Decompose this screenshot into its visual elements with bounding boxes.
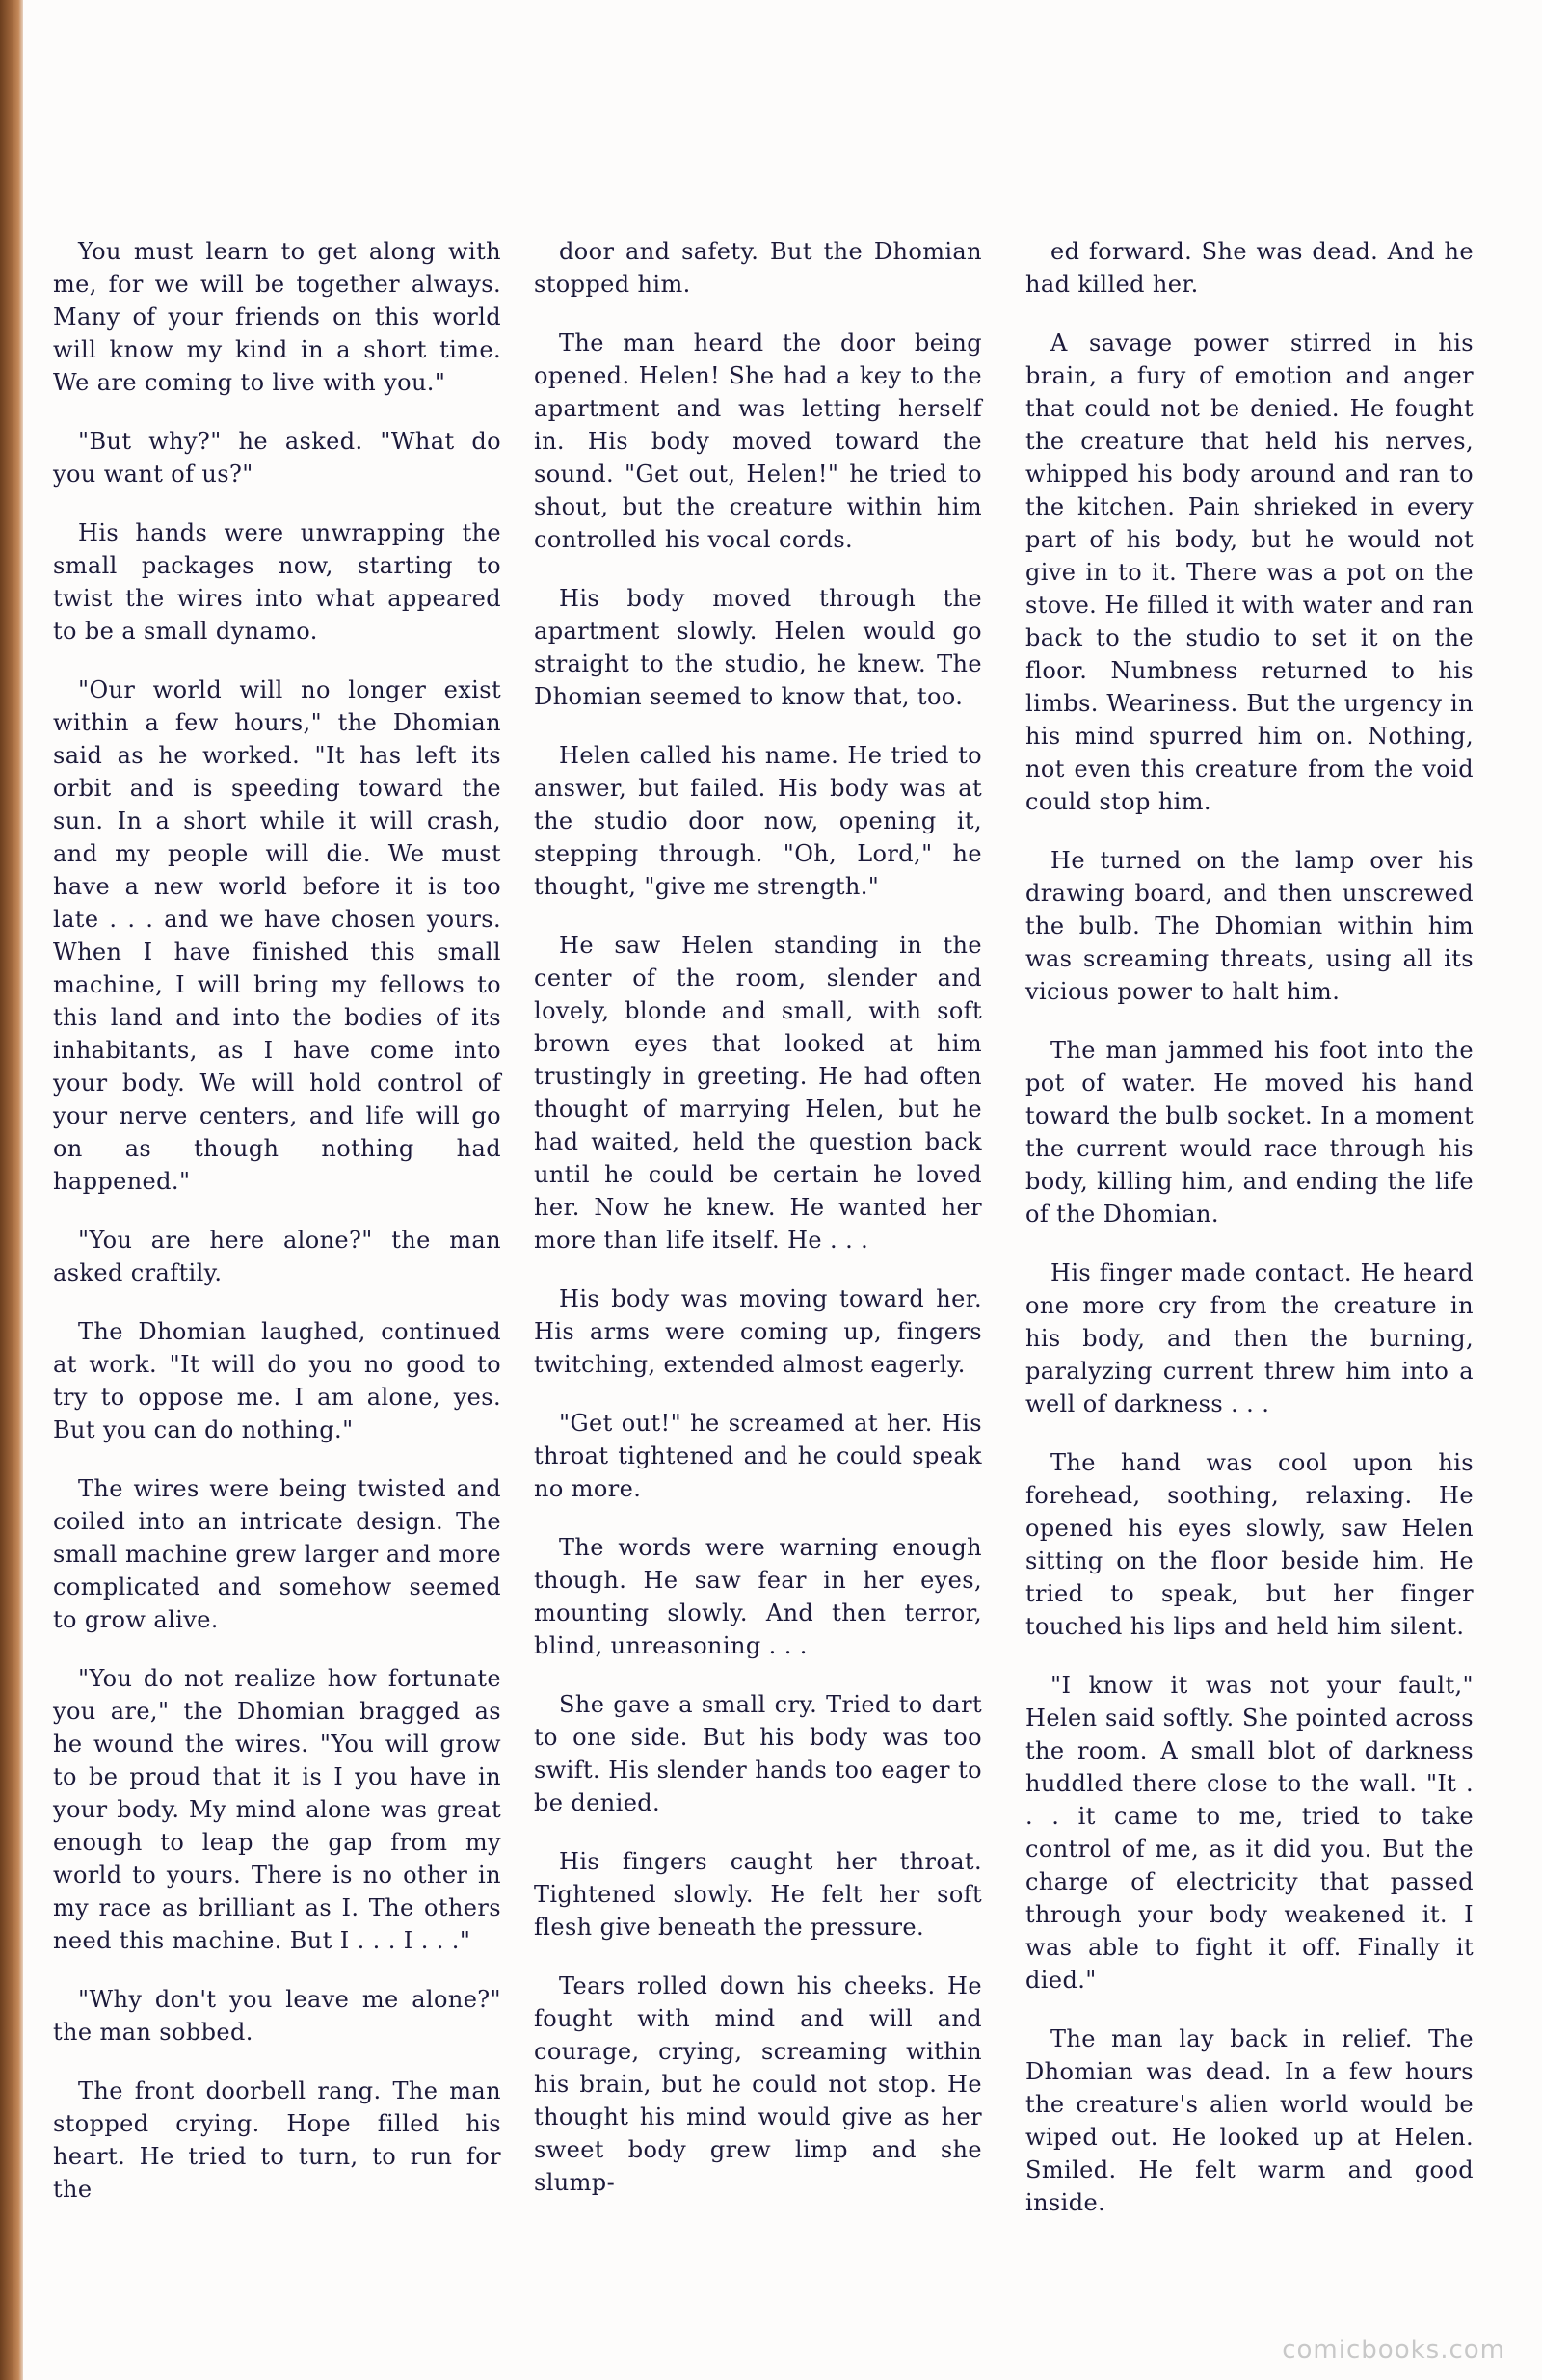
story-paragraph: His fingers caught her throat. Tightened slowly. He felt her soft flesh give beneath the pressure. [534, 1848, 982, 1941]
page-binding-edge [0, 0, 23, 2380]
story-paragraph: "You do not realize how fortunate you are," the Dhomian bragged as he wound the wires. "You will grow to be proud that it is I you have in your body. My mind alone was great enough to leap the gap from my world to yours. There is no other in my race as brilliant as I. The others need this machine. But I . . . I . . ." [53, 1665, 501, 1954]
story-paragraph: He saw Helen standing in the center of the room, slender and lovely, blonde and small, with soft brown eyes that looked at him trustingly in greeting. He had often thought of marrying Helen, but he had waited, held the question back until he could be certain he loved her. Now he knew. He wanted her more than life itself. He . . . [534, 932, 982, 1254]
page-paper [23, 0, 1542, 2380]
story-paragraph: The man lay back in relief. The Dhomian was dead. In a few hours the creature's alien world would be wiped out. He looked up at Helen. Smiled. He felt warm and good inside. [1025, 2025, 1474, 2216]
story-paragraph: His hands were unwrapping the small packages now, starting to twist the wires into what appeared to be a small dynamo. [53, 519, 501, 645]
story-paragraph: "Our world will no longer exist within a few hours," the Dhomian said as he worked. "It has left its orbit and is speeding toward the sun. In a short while it will crash, and my people will die. We must have a new world before it is too late . . . and we have chosen yours. When I have finished this small machine, I will bring my fellows to this land and into the bodies of its inhabitants, as I have come into your body. We will hold control of your nerve centers, and life will go on as though nothing had happened." [53, 676, 501, 1195]
story-paragraph: ed forward. She was dead. And he had killed her. [1025, 238, 1474, 298]
story-paragraph: The man jammed his foot into the pot of water. He moved his hand toward the bulb socket. In a moment the current would race through his body, killing him, and ending the life of the Dhomian. [1025, 1037, 1474, 1228]
story-paragraph: His body was moving toward her. His arms were coming up, fingers twitching, extended almost eagerly. [534, 1285, 982, 1378]
story-paragraph: He turned on the lamp over his drawing board, and then unscrewed the bulb. The Dhomian within him was screaming threats, using all its vicious power to halt him. [1025, 847, 1474, 1005]
story-paragraph: "You are here alone?" the man asked craftily. [53, 1227, 501, 1286]
story-paragraph: "I know it was not your fault," Helen said softly. She pointed across the room. A small blot of darkness huddled there close to the wall. "It . . . it came to me, tried to take control of me, as it did you. But the charge of electricity that passed through your body weakened it. I was able to fight it off. Finally it died." [1025, 1672, 1474, 1994]
story-paragraph: "But why?" he asked. "What do you want of us?" [53, 428, 501, 488]
story-paragraph: You must learn to get along with me, for we will be together always. Many of your friends on this world will know my kind in a short time. We are coming to live with you." [53, 238, 501, 396]
story-paragraph: Tears rolled down his cheeks. He fought with mind and will and courage, crying, screaming within his brain, but he could not stop. He thought his mind would give as her sweet body grew limp and she slump- [534, 1972, 982, 2196]
story-paragraph: The man heard the door being opened. Helen! She had a key to the apartment and was letting herself in. His body moved toward the sound. "Get out, Helen!" he tried to shout, but the creature within him controlled his vocal cords. [534, 330, 982, 553]
story-paragraph: door and safety. But the Dhomian stopped him. [534, 238, 982, 298]
story-paragraph: A savage power stirred in his brain, a fury of emotion and anger that could not be denied. He fought the creature that held his nerves, whipped his body around and ran to the kitchen. Pain shrieked in every part of his body, but he would not give in to it. There was a pot on the stove. He filled it with water and ran back to the studio to set it on the floor. Numbness returned to his limbs. Weariness. But the urgency in his mind spurred him on. Nothing, not even this creature from the void could stop him. [1025, 330, 1474, 815]
story-paragraph: Helen called his name. He tried to answer, but failed. His body was at the studio door now, opening it, stepping through. "Oh, Lord," he thought, "give me strength." [534, 742, 982, 900]
story-paragraph: His body moved through the apartment slowly. Helen would go straight to the studio, he knew. The Dhomian seemed to know that, too. [534, 585, 982, 710]
text-column-middle [534, 235, 982, 2225]
story-paragraph: She gave a small cry. Tried to dart to one side. But his body was too swift. His slender hands too eager to be denied. [534, 1691, 982, 1816]
story-paragraph: His finger made contact. He heard one more cry from the creature in his body, and then the burning, paralyzing current threw him into a well of darkness . . . [1025, 1259, 1474, 1417]
story-paragraph: "Get out!" he screamed at her. His throat tightened and he could speak no more. [534, 1410, 982, 1502]
story-paragraph: "Why don't you leave me alone?" the man sobbed. [53, 1986, 501, 2046]
story-paragraph: The words were warning enough though. He saw fear in her eyes, mounting slowly. And then terror, blind, unreasoning . . . [534, 1534, 982, 1659]
site-watermark: comicbooks.com [1282, 2336, 1505, 2365]
story-paragraph: The front doorbell rang. The man stopped crying. Hope filled his heart. He tried to turn, to run for the [53, 2077, 501, 2203]
text-column-right [1025, 235, 1474, 2245]
text-column-left [53, 235, 501, 2232]
story-paragraph: The Dhomian laughed, continued at work. "It will do you no good to try to oppose me. I am alone, yes. But you can do nothing." [53, 1318, 501, 1443]
story-paragraph: The hand was cool upon his forehead, soothing, relaxing. He opened his eyes slowly, saw Helen sitting on the floor beside him. He tried to speak, but her finger touched his lips and held him silent. [1025, 1449, 1474, 1640]
story-paragraph: The wires were being twisted and coiled into an intricate design. The small machine grew larger and more complicated and somehow seemed to grow alive. [53, 1475, 501, 1633]
